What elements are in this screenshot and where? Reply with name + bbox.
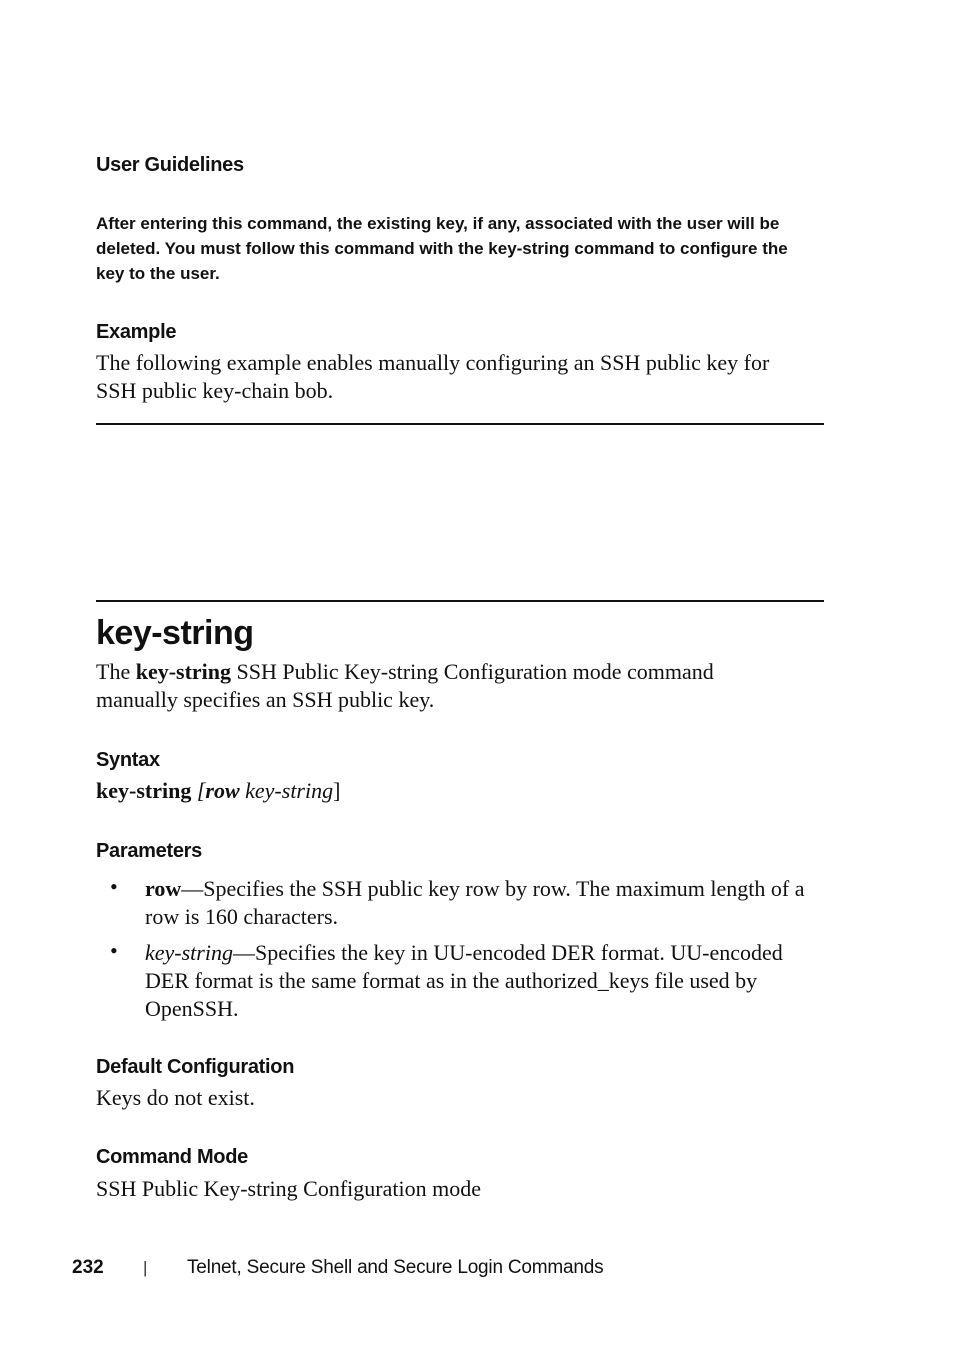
syntax-heading: Syntax: [96, 749, 160, 771]
param-row-line: row is 160 characters.: [145, 904, 339, 929]
intro-line-2: manually specifies an SSH public key.: [96, 687, 435, 712]
user-guidelines-line: key to the user.: [96, 264, 220, 283]
syntax-command: key-string: [96, 778, 192, 803]
footer-separator: |: [143, 1258, 148, 1277]
param-row-term: row: [145, 876, 182, 901]
user-guidelines-line: deleted. You must follow this command with the key-string command to configure the: [96, 239, 788, 258]
example-line: The following example enables manually configuring an SSH public key for: [96, 350, 770, 375]
syntax-open-bracket: [: [191, 778, 206, 803]
param-keystring-term: key-string: [145, 940, 233, 965]
param-keystring-line: OpenSSH.: [145, 996, 239, 1021]
user-guidelines-line: After entering this command, the existing key, if any, associated with the user will be: [96, 214, 780, 233]
syntax-close-bracket: ]: [333, 778, 341, 803]
param-row-desc: —Specifies the SSH public key row by row. The maximum length of a: [181, 876, 805, 901]
section-intro: [96, 658, 826, 714]
command-mode-text: SSH Public Key-string Configuration mode: [96, 1176, 481, 1201]
intro-command: key-string: [135, 659, 232, 684]
example-text: [96, 349, 826, 405]
parameters-heading: Parameters: [96, 840, 202, 862]
param-keystring-line: DER format is the same format as in the authorized_keys file used by: [145, 968, 758, 993]
default-config-heading: Default Configuration: [96, 1056, 295, 1078]
intro-rest: SSH Public Key-string Configuration mode command: [231, 659, 714, 684]
default-config-text: Keys do not exist.: [96, 1085, 255, 1110]
intro-the: The: [96, 659, 136, 684]
syntax-row: row: [205, 778, 240, 803]
param-row: [145, 875, 825, 931]
example-heading: Example: [96, 321, 177, 343]
bullet-icon: •: [110, 938, 118, 963]
section-title: key-string: [96, 614, 254, 652]
param-keystring-line: [145, 939, 825, 967]
bullet-icon: •: [110, 874, 118, 899]
example-line: SSH public key-chain bob.: [96, 378, 334, 403]
user-guidelines-text: [96, 211, 826, 286]
syntax-line: [96, 777, 340, 805]
user-guidelines-heading: User Guidelines: [96, 154, 244, 176]
param-keystring: [145, 939, 825, 1023]
intro-line-1: [96, 658, 826, 686]
command-mode-heading: Command Mode: [96, 1146, 248, 1168]
syntax-keystring: key-string: [239, 778, 334, 803]
page-number: 232: [72, 1257, 104, 1278]
param-row-line: [145, 875, 825, 903]
section-top-rule: [96, 600, 824, 602]
chapter-title: Telnet, Secure Shell and Secure Login Commands: [187, 1257, 604, 1278]
param-keystring-desc: —Specifies the key in UU-encoded DER format. UU-encoded: [232, 940, 783, 965]
divider-rule: [96, 423, 824, 425]
